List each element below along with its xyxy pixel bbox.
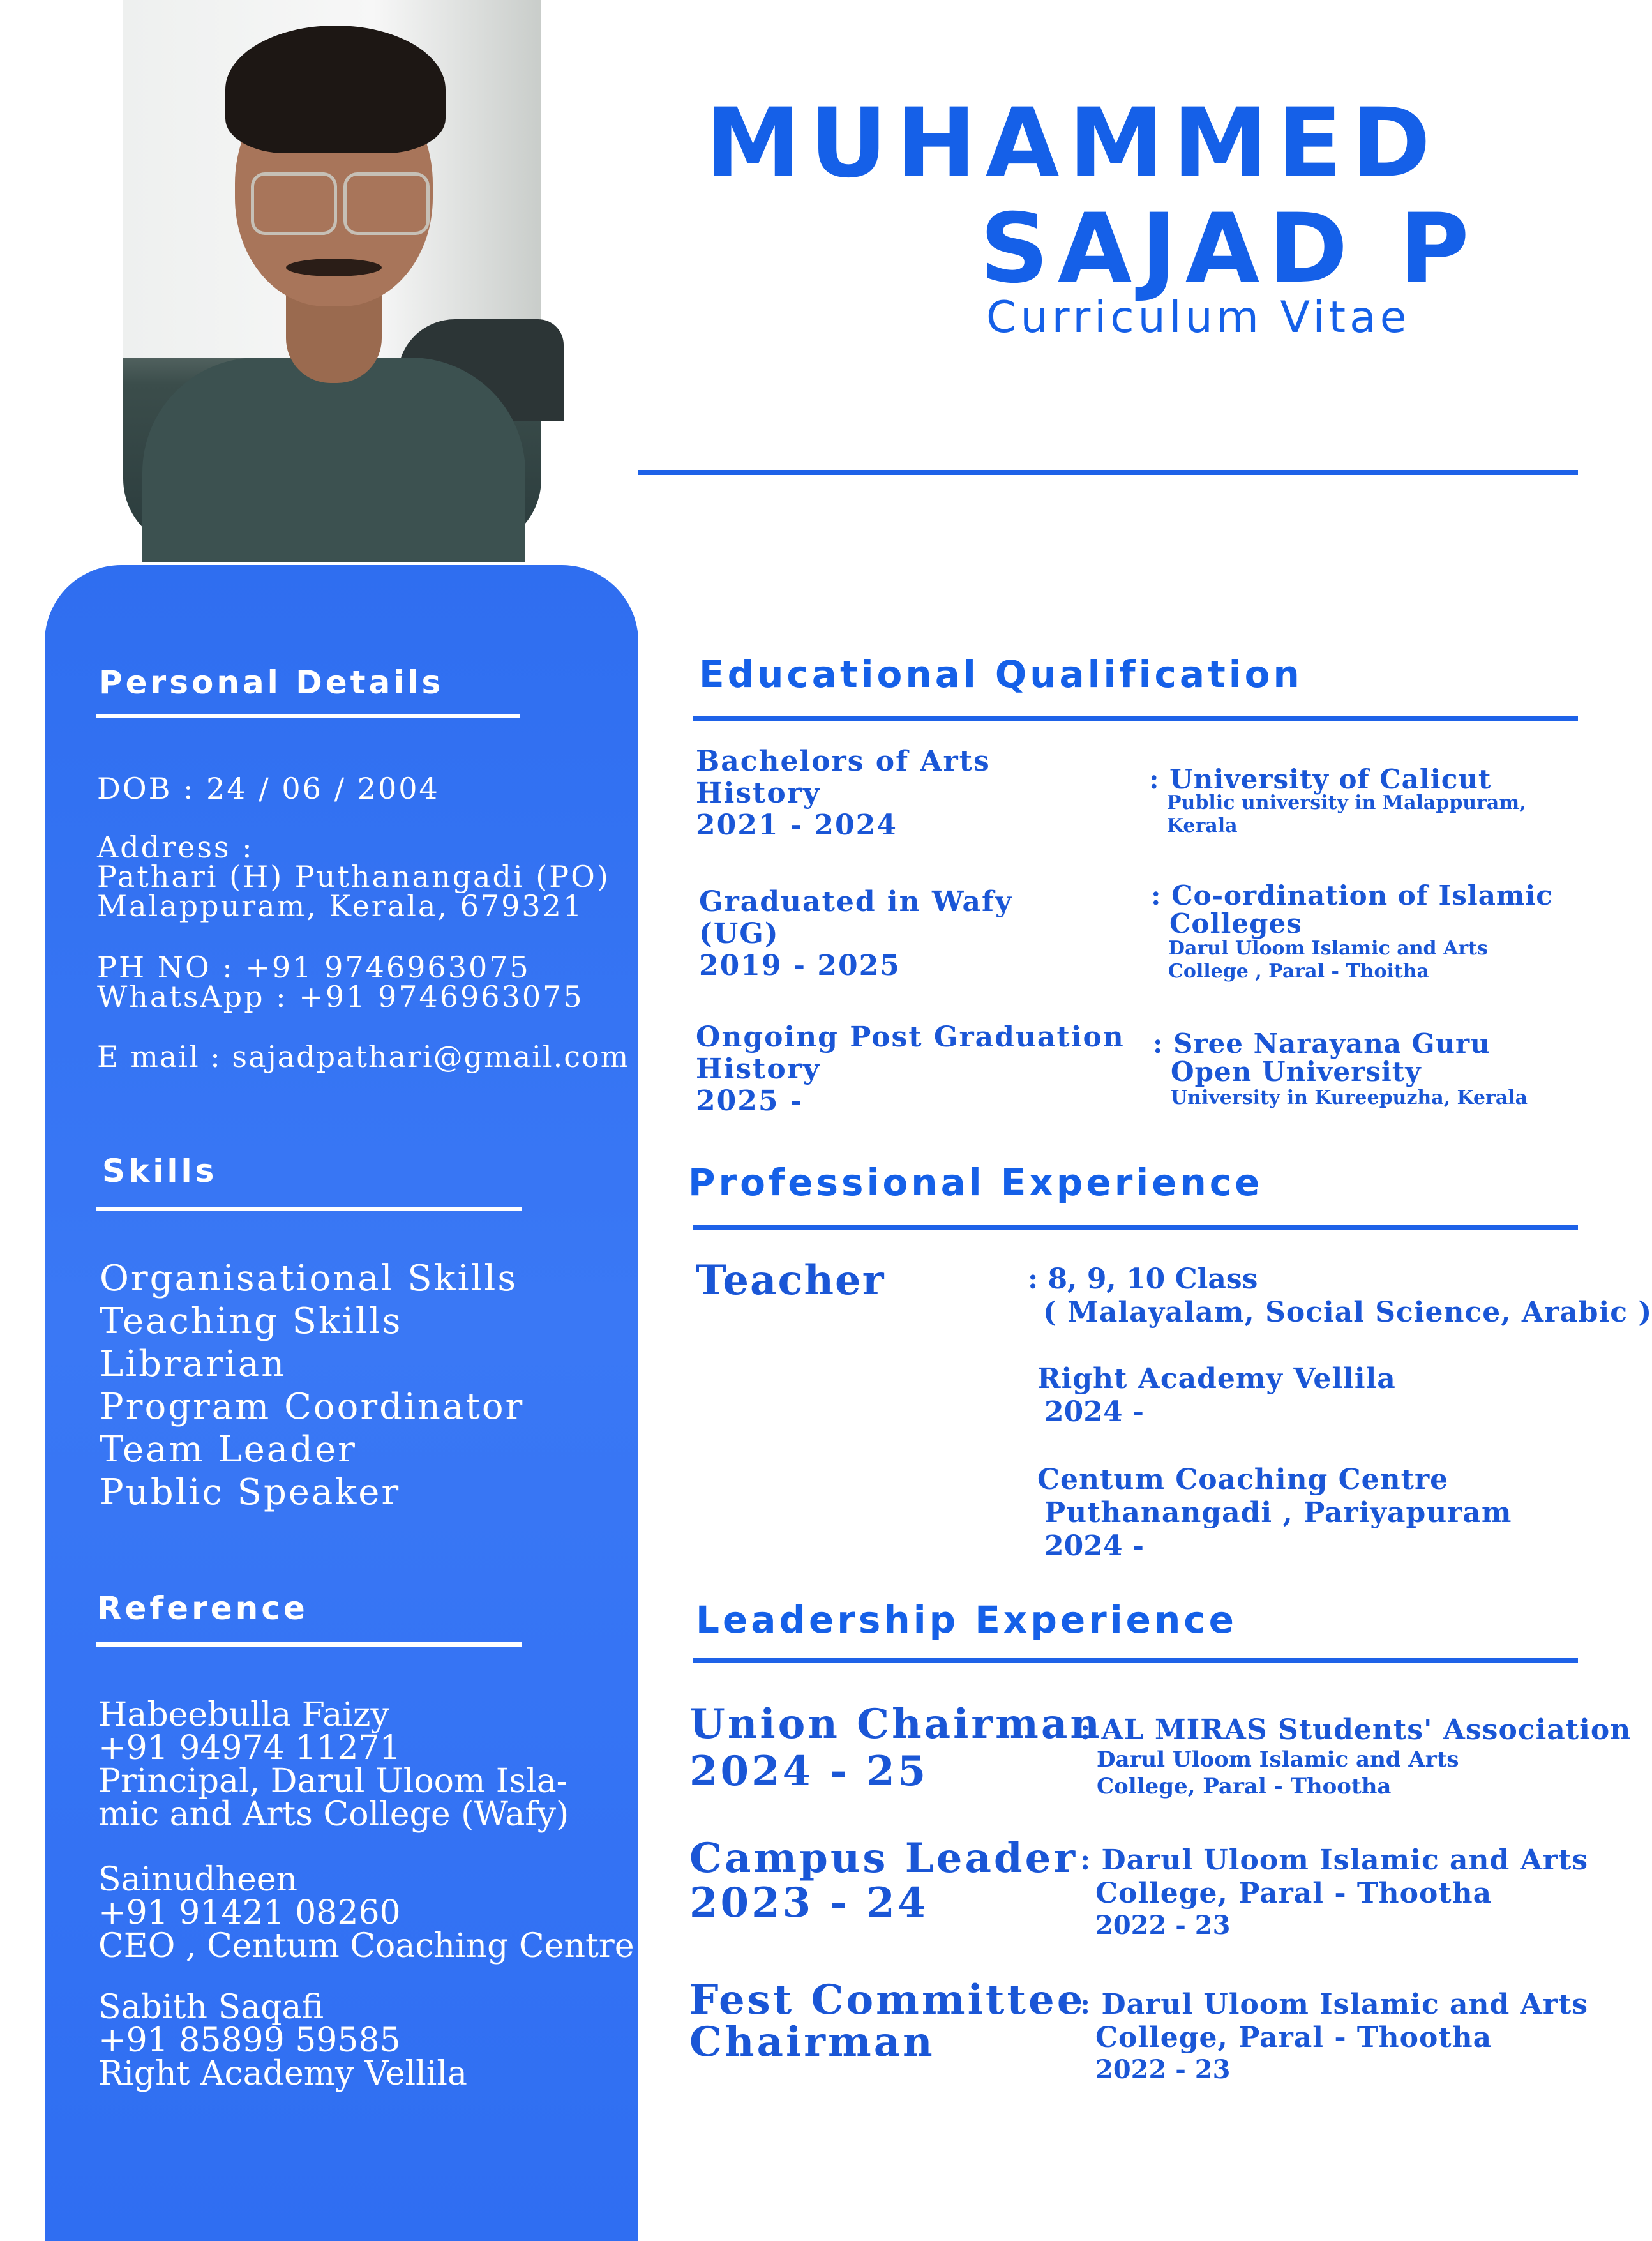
leadership-role: Union Chairman [689,1700,1102,1748]
header-divider [638,470,1578,475]
education-degree: Graduated in Wafy [699,886,1013,918]
dob-text: DOB : 24 / 06 / 2004 [97,771,440,806]
education-subject: (UG) [699,917,779,950]
education-degree: Ongoing Post Graduation [696,1021,1125,1053]
leadership-organisation-detail: College, Paral - Thootha [1097,1774,1392,1799]
skill-item: Organisational Skills [100,1258,518,1299]
address-label: Address : [97,830,254,864]
leadership-role: Fest Committee [689,1976,1086,2024]
name-line-1: MUHAMMED [705,88,1440,199]
education-institution: Colleges [1169,908,1302,939]
reference-heading: Reference [97,1590,308,1627]
leadership-organisation: : Darul Uloom Islamic and Arts [1080,1844,1589,1876]
phone-text: PH NO : +91 9746963075 [97,950,530,985]
education-institution-detail: Kerala [1167,815,1238,837]
professional-workplace: Right Academy Vellila [1037,1362,1396,1395]
professional-heading: Professional Experience [688,1161,1263,1204]
whatsapp-text: WhatsApp : +91 9746963075 [97,979,584,1014]
education-institution-detail: Public university in Malappuram, [1167,792,1526,814]
education-divider [693,716,1578,721]
professional-classes: : 8, 9, 10 Class [1028,1263,1258,1295]
reference-role: mic and Arts College (Wafy) [98,1795,569,1834]
profile-photo [123,0,541,549]
skill-item: Public Speaker [100,1472,401,1513]
email-text: E mail : sajadpathari@gmail.com [97,1039,630,1074]
education-institution: : University of Calicut [1149,764,1492,795]
leadership-organisation: : Darul Uloom Islamic and Arts [1080,1988,1589,2021]
reference-role: Principal, Darul Uloom Isla- [98,1762,568,1800]
reference-name: Habeebulla Faizy [98,1696,389,1734]
education-institution: : Sree Narayana Guru [1153,1028,1491,1059]
reference-name: Sainudheen [98,1860,298,1899]
skill-item: Program Coordinator [100,1386,525,1428]
address-line-2: Malappuram, Kerala, 679321 [97,889,584,923]
leadership-organisation: : AL MIRAS Students' Association [1080,1714,1632,1746]
professional-workplace-location: Puthanangadi , Pariyapuram [1044,1497,1512,1529]
reference-name: Sabith Saqafi [98,1988,324,2026]
skills-heading: Skills [102,1152,218,1189]
education-degree: Bachelors of Arts [696,745,991,778]
leadership-organisation-year: 2022 - 23 [1095,2055,1231,2085]
document-subtitle: Curriculum Vitae [986,292,1411,343]
leadership-role: Chairman [689,2018,935,2066]
reference-phone: +91 85899 59585 [98,2021,401,2060]
education-subject: History [696,777,821,810]
professional-subjects: ( Malayalam, Social Science, Arabic ) [1043,1296,1652,1329]
education-years: 2019 - 2025 [699,949,901,982]
skills-underline [96,1207,522,1211]
leadership-organisation-detail: Darul Uloom Islamic and Arts [1097,1747,1459,1772]
education-heading: Educational Qualification [699,653,1303,696]
reference-role: CEO , Centum Coaching Centre [98,1927,635,1965]
education-institution-detail: Darul Uloom Islamic and Arts [1168,937,1488,960]
education-institution-detail: College , Paral - Thoitha [1168,960,1429,983]
photo-moustache [286,259,382,276]
skill-item: Teaching Skills [100,1301,403,1342]
education-institution: Open University [1171,1056,1422,1087]
professional-workplace: Centum Coaching Centre [1037,1463,1449,1496]
name-line-2: SAJAD P [980,193,1478,305]
education-years: 2021 - 2024 [696,809,897,841]
photo-hair [225,26,446,153]
leadership-divider [693,1658,1578,1663]
professional-role: Teacher [696,1256,885,1304]
education-institution: : Co-ordination of Islamic [1151,880,1553,911]
leadership-heading: Leadership Experience [696,1598,1238,1641]
personal-details-heading: Personal Details [99,664,444,701]
leadership-organisation-detail: College, Paral - Thootha [1095,2021,1492,2054]
leadership-year: 2024 - 25 [689,1747,929,1795]
leadership-role: Campus Leader [689,1834,1078,1882]
leadership-year: 2023 - 24 [689,1879,929,1927]
education-subject: History [696,1053,821,1085]
personal-details-underline [96,714,520,718]
photo-glasses-right [343,172,430,235]
professional-workplace-year: 2024 - [1044,1396,1145,1428]
education-years: 2025 - [696,1085,804,1117]
address-line-1: Pathari (H) Puthanangadi (PO) [97,859,610,894]
education-institution-detail: University in Kureepuzha, Kerala [1171,1087,1528,1109]
reference-role: Right Academy Vellila [98,2055,468,2093]
photo-glasses-left [251,172,337,235]
leadership-organisation-detail: College, Paral - Thootha [1095,1877,1492,1910]
professional-divider [693,1225,1578,1230]
skill-item: Team Leader [100,1429,357,1470]
leadership-organisation-year: 2022 - 23 [1095,1910,1231,1940]
reference-underline [96,1642,522,1647]
photo-shirt [142,358,525,562]
skill-item: Librarian [100,1343,287,1385]
reference-phone: +91 94974 11271 [98,1729,401,1767]
professional-workplace-year: 2024 - [1044,1530,1145,1562]
reference-phone: +91 91421 08260 [98,1894,401,1932]
